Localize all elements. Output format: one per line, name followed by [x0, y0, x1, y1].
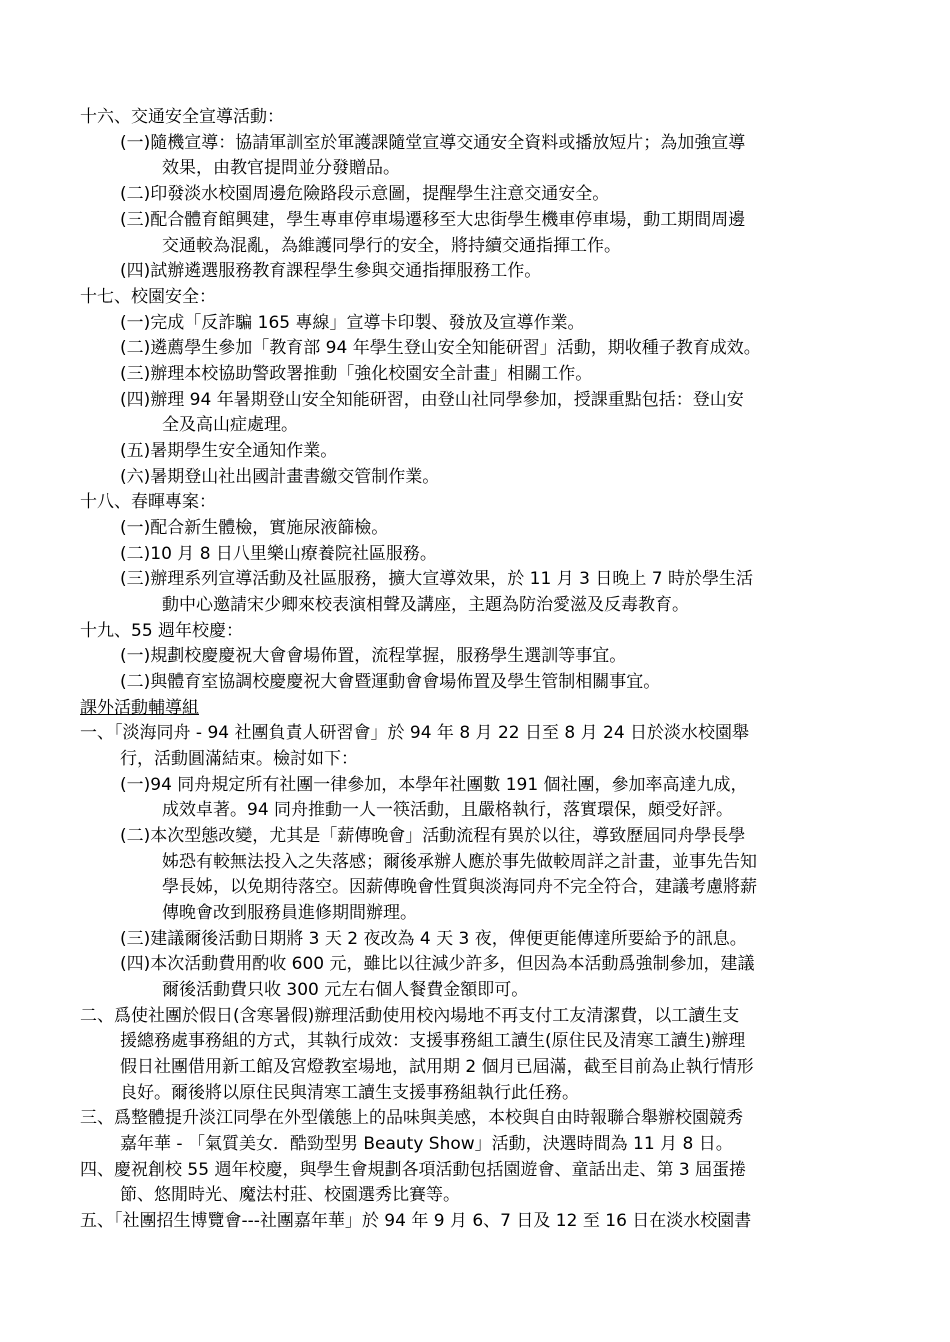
section-17-item-2: (二)遴薦學生參加「教育部 94 年學生登山安全知能研習」活動，期收種子教育成效。 [120, 338, 761, 358]
section-18-item-3-cont: 動中心邀請宋少卿來校表演相聲及講座，主題為防治愛滋及反毒教育。 [162, 595, 689, 615]
group-item-1-sub-4: (四)本次活動費用酌收 600 元，雖比以往減少許多，但因為本活動爲強制參加，建議 [120, 954, 755, 974]
group-item-2-cont-1: 援總務處事務組的方式，其執行成效：支援事務組工讀生(原住民及清寒工讀生)辦理 [120, 1031, 746, 1051]
section-19-item-2: (二)與體育室協調校慶慶祝大會暨運動會會場佈置及學生管制相關事宜。 [120, 672, 661, 692]
group-item-1-sub-3: (三)建議爾後活動日期將 3 天 2 夜改為 4 天 3 夜，俾便更能傳達所要給予的訊息。 [120, 929, 747, 949]
section-17-item-1: (一)完成「反詐騙 165 專線」宣導卡印製、發放及宣導作業。 [120, 313, 585, 333]
group-item-3: 三、爲整體提升淡江同學在外型儀態上的品味與美感，本校與自由時報聯合舉辦校園競秀 [80, 1108, 743, 1128]
group-item-1-sub-2-cont-2: 學長姊，以免期待落空。因薪傳晚會性質與淡海同舟不完全符合，建議考慮將薪 [162, 877, 757, 897]
section-17-item-6: (六)暑期登山社出國計畫書繳交管制作業。 [120, 467, 440, 487]
section-18-item-3: (三)辦理系列宣導活動及社區服務，擴大宣導效果，於 11 月 3 日晚上 7 時於學生活 [120, 569, 753, 589]
section-17-item-4: (四)辦理 94 年暑期登山安全知能研習，由登山社同學參加，授課重點包括：登山安 [120, 390, 744, 410]
section-19-item-1: (一)規劃校慶慶祝大會會場佈置，流程掌握，服務學生選訓等事宜。 [120, 646, 627, 666]
section-16-item-1: (一)隨機宣導：協請軍訓室於軍護課隨堂宣導交通安全資料或播放短片；為加強宣導 [120, 133, 746, 153]
group-item-1-sub-2-cont-3: 傳晚會改到服務員進修期間辦理。 [162, 903, 417, 923]
group-item-3-cont: 嘉年華 - 「氣質美女．酷勁型男 Beauty Show」活動，決選時間為 11 月 8 日。 [120, 1134, 733, 1154]
section-18-heading: 十八、春暉專案： [80, 492, 216, 512]
group-item-1: 一、「淡海同舟 - 94 社團負責人研習會」於 94 年 8 月 22 日至 8 月 24 日於淡水校園舉 [80, 723, 750, 743]
group-item-2-cont-3: 良好。爾後將以原住民與清寒工讀生支援事務組執行此任務。 [120, 1083, 579, 1103]
section-16-item-1-cont: 效果，由教官提問並分發贈品。 [162, 158, 400, 178]
group-item-5: 五、「社團招生博覽會---社團嘉年華」於 94 年 9 月 6、7 日及 12 至 16 日在淡水校園書 [80, 1211, 752, 1231]
group-item-1-sub-1-cont: 成效卓著。94 同舟推動一人一筷活動，且嚴格執行，落實環保，頗受好評。 [162, 800, 734, 820]
section-16-item-3: (三)配合體育館興建，學生專車停車場遷移至大忠街學生機車停車場，動工期間周邊 [120, 210, 746, 230]
group-item-1-cont: 行，活動圓滿結束。檢討如下： [120, 749, 358, 769]
group-item-2: 二、爲使社團於假日(含寒暑假)辦理活動使用校內場地不再支付工友清潔費，以工讀生支 [80, 1006, 740, 1026]
group-item-1-sub-2-cont-1: 姊恐有較無法投入之失落感；爾後承辦人應於事先做較周詳之計畫，並事先告知 [162, 852, 757, 872]
section-16-item-2: (二)印發淡水校園周邊危險路段示意圖，提醒學生注意交通安全。 [120, 184, 610, 204]
section-16-item-4: (四)試辦遴選服務教育課程學生參與交通指揮服務工作。 [120, 261, 542, 281]
section-17-item-4-cont: 全及高山症處理。 [162, 415, 298, 435]
section-19-heading: 十九、55 週年校慶： [80, 621, 244, 641]
section-18-item-1: (一)配合新生體檢，實施尿液篩檢。 [120, 518, 389, 538]
group-item-1-sub-4-cont: 爾後活動費只收 300 元左右個人餐費金額即可。 [162, 980, 529, 1000]
section-17-heading: 十七、校園安全： [80, 287, 216, 307]
section-16-heading: 十六、交通安全宣導活動： [80, 107, 284, 127]
group-title: 課外活動輔導組 [80, 698, 199, 718]
group-item-4: 四、慶祝創校 55 週年校慶，與學生會規劃各項活動包括園遊會、童話出走、第 3 屆蛋捲 [80, 1160, 747, 1180]
section-16-item-3-cont: 交通較為混亂，為維護同學行的安全，將持續交通指揮工作。 [162, 236, 621, 256]
section-17-item-3: (三)辦理本校協助警政署推動「強化校園安全計畫」相關工作。 [120, 364, 593, 384]
section-17-item-5: (五)暑期學生安全通知作業。 [120, 441, 338, 461]
section-18-item-2: (二)10 月 8 日八里樂山療養院社區服務。 [120, 544, 437, 564]
group-item-1-sub-1: (一)94 同舟規定所有社團一律參加，本學年社團數 191 個社團，參加率高達九成， [120, 775, 748, 795]
group-item-2-cont-2: 假日社團借用新工館及宮燈教室場地，試用期 2 個月已屆滿，截至目前為止執行情形 [120, 1057, 754, 1077]
group-item-1-sub-2: (二)本次型態改變，尤其是「薪傳晚會」活動流程有異於以往，導致歷屆同舟學長學 [120, 826, 746, 846]
group-item-4-cont: 節、悠閒時光、魔法村莊、校園選秀比賽等。 [120, 1185, 460, 1205]
